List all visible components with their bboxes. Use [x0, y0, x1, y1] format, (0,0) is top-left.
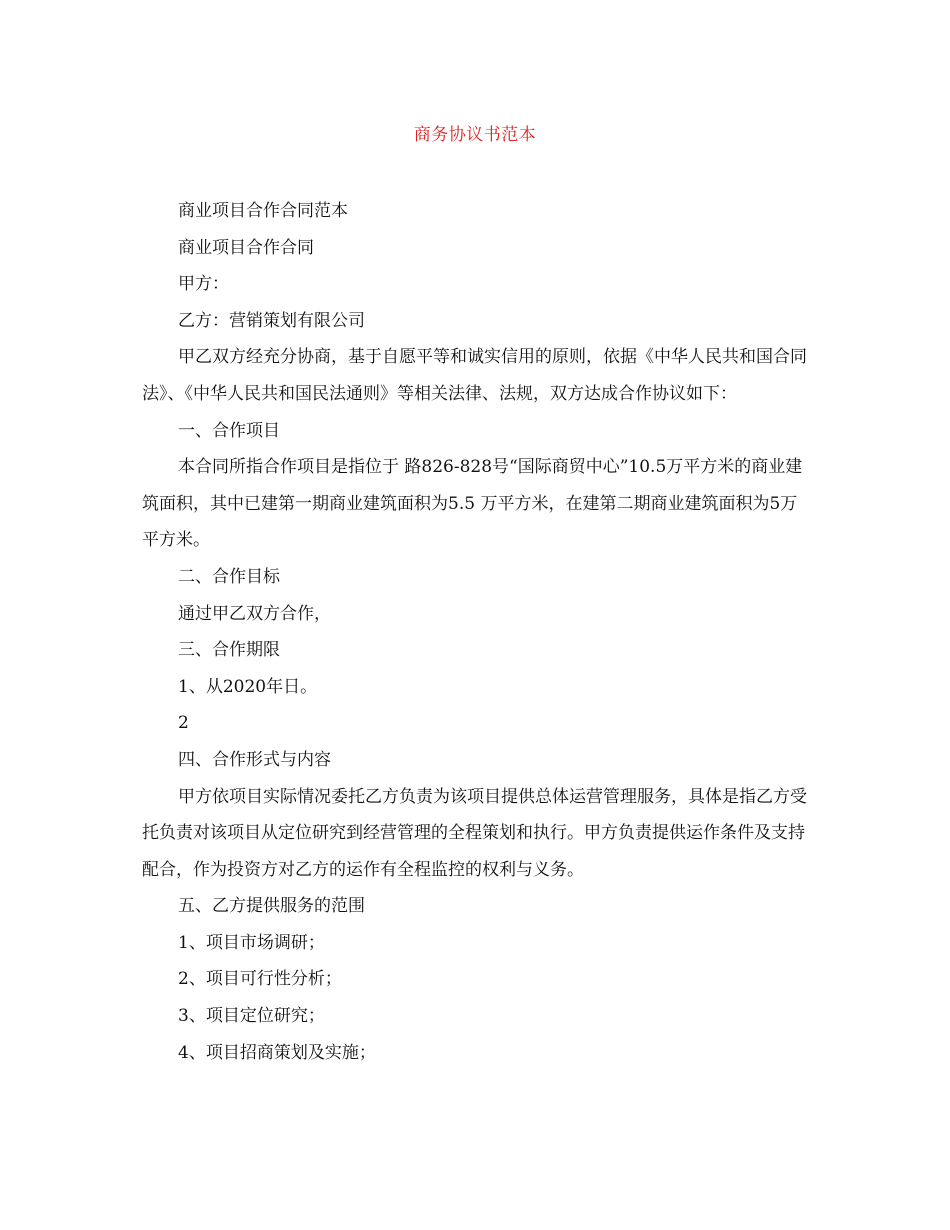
- list-item: 2、项目可行性分析；: [178, 969, 342, 990]
- paragraph: 通过甲乙双方合作，: [178, 603, 331, 624]
- paragraph: 乙方：营销策划有限公司: [178, 310, 365, 331]
- document-title: 商务协议书范本: [413, 125, 537, 145]
- section-heading: 三、合作期限: [178, 640, 280, 661]
- section-heading: 二、合作目标: [178, 566, 280, 587]
- list-item: 3、项目定位研究；: [178, 1006, 325, 1027]
- paragraph: 2: [178, 713, 189, 734]
- paragraph: 甲方：: [178, 274, 229, 295]
- paragraph: 甲方依项目实际情况委托乙方负责为该项目提供总体运营管理服务，具体是指乙方受托负责对该项目从定位研究到经营管理的全程策划和执行。甲方负责提供运作条件及支持配合，作为投资方对乙方的运作有全程监控的权利与义务。: [142, 786, 807, 880]
- list-item: 4、项目招商策划及实施；: [178, 1042, 376, 1063]
- paragraph: 1、从2020年日。: [178, 676, 318, 697]
- section-heading: 五、乙方提供服务的范围: [178, 896, 365, 917]
- paragraph: 商业项目合作合同: [178, 237, 314, 258]
- list-item: 1、项目市场调研；: [178, 932, 325, 953]
- paragraph: 商业项目合作合同范本: [178, 201, 348, 221]
- document-body: [142, 193, 808, 1071]
- section-heading: 一、合作项目: [178, 420, 280, 441]
- section-heading: 四、合作形式与内容: [178, 749, 331, 770]
- paragraph: 甲乙双方经充分协商，基于自愿平等和诚实信用的原则，依据《中华人民共和国合同法》、《中华人民共和国民法通则》等相关法律、法规，双方达成合作协议如下：: [142, 347, 807, 404]
- paragraph: 本合同所指合作项目是指位于 路826-828号“国际商贸中心”10.5万平方米的商业建筑面积，其中已建第一期商业建筑面积为5.5 万平方米，在建第二期商业建筑面积为5万平方米。: [142, 457, 803, 551]
